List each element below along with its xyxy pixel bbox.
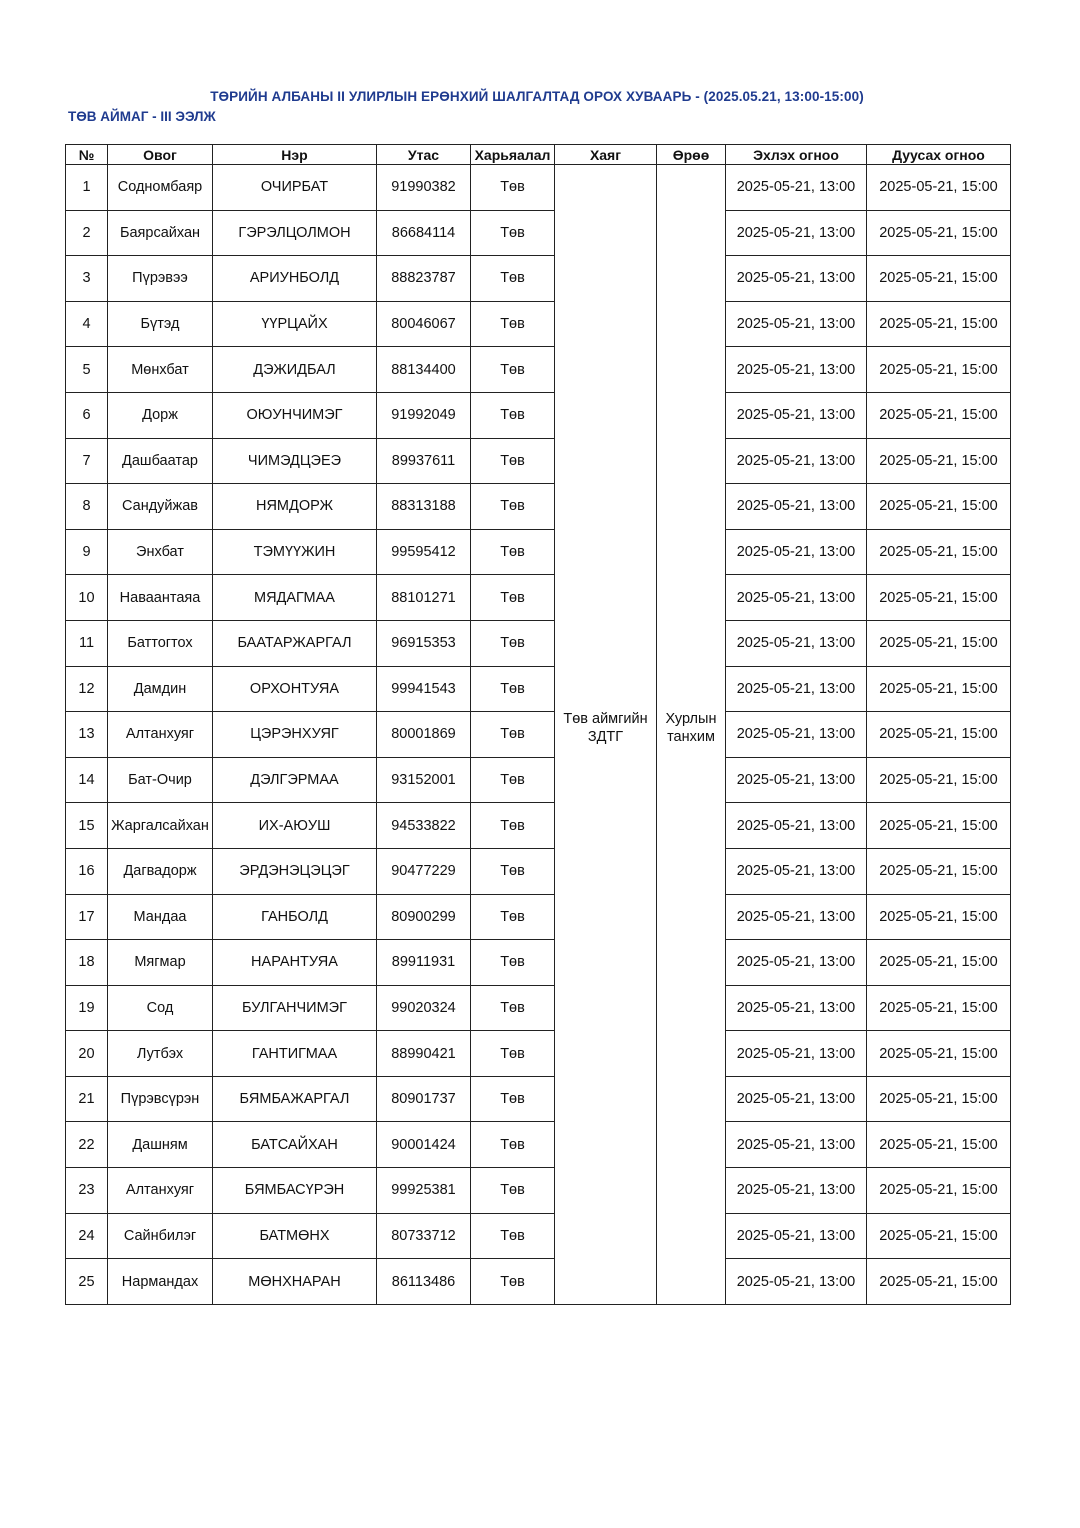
cell-phone: 94533822 — [377, 803, 471, 849]
table-row — [66, 210, 1011, 256]
cell-surname: Жаргалсайхан — [108, 803, 213, 849]
table-row — [66, 1259, 1011, 1305]
cell-end-date: 2025-05-21, 15:00 — [867, 210, 1011, 256]
cell-name: ТЭМҮҮЖИН — [213, 529, 377, 575]
cell-jurisdiction: Төв — [471, 438, 555, 484]
cell-no: 15 — [66, 803, 108, 849]
cell-jurisdiction: Төв — [471, 347, 555, 393]
table-row — [66, 301, 1011, 347]
header-phone: Утас — [377, 145, 471, 165]
cell-no: 12 — [66, 666, 108, 712]
cell-no: 7 — [66, 438, 108, 484]
table-row — [66, 620, 1011, 666]
cell-no: 21 — [66, 1076, 108, 1122]
cell-end-date: 2025-05-21, 15:00 — [867, 848, 1011, 894]
cell-start-date: 2025-05-21, 13:00 — [726, 666, 867, 712]
cell-end-date: 2025-05-21, 15:00 — [867, 803, 1011, 849]
cell-surname: Дорж — [108, 392, 213, 438]
cell-name: ДЭЛГЭРМАА — [213, 757, 377, 803]
cell-no: 8 — [66, 484, 108, 530]
table-row — [66, 438, 1011, 484]
cell-name: БЯМБАСҮРЭН — [213, 1168, 377, 1214]
cell-surname: Пүрэвээ — [108, 256, 213, 302]
table-body — [66, 165, 1011, 1305]
cell-jurisdiction: Төв — [471, 666, 555, 712]
cell-surname: Дамдин — [108, 666, 213, 712]
table-row — [66, 666, 1011, 712]
table-row — [66, 1031, 1011, 1077]
cell-no: 25 — [66, 1259, 108, 1305]
cell-no: 11 — [66, 620, 108, 666]
cell-jurisdiction: Төв — [471, 1168, 555, 1214]
cell-phone: 91990382 — [377, 165, 471, 211]
cell-no: 20 — [66, 1031, 108, 1077]
cell-no: 22 — [66, 1122, 108, 1168]
cell-start-date: 2025-05-21, 13:00 — [726, 301, 867, 347]
header-room: Өрөө — [657, 145, 726, 165]
cell-jurisdiction: Төв — [471, 1076, 555, 1122]
cell-surname: Энхбат — [108, 529, 213, 575]
cell-start-date: 2025-05-21, 13:00 — [726, 620, 867, 666]
cell-end-date: 2025-05-21, 15:00 — [867, 940, 1011, 986]
cell-start-date: 2025-05-21, 13:00 — [726, 848, 867, 894]
cell-name: ГЭРЭЛЦОЛМОН — [213, 210, 377, 256]
cell-end-date: 2025-05-21, 15:00 — [867, 894, 1011, 940]
cell-phone: 90001424 — [377, 1122, 471, 1168]
cell-end-date: 2025-05-21, 15:00 — [867, 757, 1011, 803]
document-subtitle: ТӨВ АЙМАГ - III ЭЭЛЖ — [68, 109, 216, 124]
cell-name: НЯМДОРЖ — [213, 484, 377, 530]
header-row — [66, 145, 1011, 165]
cell-name: ЭРДЭНЭЦЭЦЭГ — [213, 848, 377, 894]
cell-surname: Алтанхуяг — [108, 1168, 213, 1214]
cell-start-date: 2025-05-21, 13:00 — [726, 392, 867, 438]
cell-surname: Лутбэх — [108, 1031, 213, 1077]
cell-phone: 99941543 — [377, 666, 471, 712]
cell-jurisdiction: Төв — [471, 620, 555, 666]
header-end-date: Дуусах огноо — [867, 145, 1011, 165]
cell-phone: 96915353 — [377, 620, 471, 666]
cell-jurisdiction: Төв — [471, 301, 555, 347]
cell-jurisdiction: Төв — [471, 940, 555, 986]
cell-surname: Содномбаяр — [108, 165, 213, 211]
cell-surname: Дашбаатар — [108, 438, 213, 484]
cell-end-date: 2025-05-21, 15:00 — [867, 256, 1011, 302]
cell-jurisdiction: Төв — [471, 1122, 555, 1168]
address-text: Төв аймгийн ЗДТГ — [563, 711, 648, 746]
cell-start-date: 2025-05-21, 13:00 — [726, 256, 867, 302]
cell-surname: Бат-Очир — [108, 757, 213, 803]
cell-start-date: 2025-05-21, 13:00 — [726, 1076, 867, 1122]
cell-end-date: 2025-05-21, 15:00 — [867, 484, 1011, 530]
cell-name: БАТСАЙХАН — [213, 1122, 377, 1168]
cell-surname: Пүрэвсүрэн — [108, 1076, 213, 1122]
table-row — [66, 392, 1011, 438]
cell-name: БААТАРЖАРГАЛ — [213, 620, 377, 666]
cell-start-date: 2025-05-21, 13:00 — [726, 529, 867, 575]
cell-phone: 88313188 — [377, 484, 471, 530]
cell-start-date: 2025-05-21, 13:00 — [726, 210, 867, 256]
cell-jurisdiction: Төв — [471, 529, 555, 575]
cell-start-date: 2025-05-21, 13:00 — [726, 438, 867, 484]
cell-no: 4 — [66, 301, 108, 347]
cell-end-date: 2025-05-21, 15:00 — [867, 1259, 1011, 1305]
cell-end-date: 2025-05-21, 15:00 — [867, 438, 1011, 484]
cell-phone: 80046067 — [377, 301, 471, 347]
cell-phone: 89911931 — [377, 940, 471, 986]
cell-surname: Баттогтох — [108, 620, 213, 666]
cell-end-date: 2025-05-21, 15:00 — [867, 985, 1011, 1031]
cell-no: 24 — [66, 1213, 108, 1259]
cell-phone: 88134400 — [377, 347, 471, 393]
cell-jurisdiction: Төв — [471, 392, 555, 438]
cell-phone: 86684114 — [377, 210, 471, 256]
table-row — [66, 757, 1011, 803]
cell-jurisdiction: Төв — [471, 484, 555, 530]
cell-end-date: 2025-05-21, 15:00 — [867, 165, 1011, 211]
cell-start-date: 2025-05-21, 13:00 — [726, 575, 867, 621]
cell-surname: Мөнхбат — [108, 347, 213, 393]
cell-no: 13 — [66, 712, 108, 758]
cell-start-date: 2025-05-21, 13:00 — [726, 165, 867, 211]
cell-start-date: 2025-05-21, 13:00 — [726, 940, 867, 986]
cell-no: 23 — [66, 1168, 108, 1214]
cell-jurisdiction: Төв — [471, 256, 555, 302]
table-row — [66, 1076, 1011, 1122]
header-jurisdiction: Харьяалал — [471, 145, 555, 165]
cell-name: ОРХОНТУЯА — [213, 666, 377, 712]
cell-jurisdiction: Төв — [471, 1031, 555, 1077]
room-text: Хурлын танхим — [665, 711, 717, 746]
header-no: № — [66, 145, 108, 165]
cell-name: НАРАНТУЯА — [213, 940, 377, 986]
cell-no: 16 — [66, 848, 108, 894]
cell-surname: Дашням — [108, 1122, 213, 1168]
cell-phone: 80733712 — [377, 1213, 471, 1259]
cell-end-date: 2025-05-21, 15:00 — [867, 392, 1011, 438]
cell-jurisdiction: Төв — [471, 210, 555, 256]
cell-surname: Сандуйжав — [108, 484, 213, 530]
cell-no: 17 — [66, 894, 108, 940]
cell-no: 19 — [66, 985, 108, 1031]
cell-start-date: 2025-05-21, 13:00 — [726, 1259, 867, 1305]
table-row — [66, 894, 1011, 940]
cell-surname: Мягмар — [108, 940, 213, 986]
table-row — [66, 712, 1011, 758]
cell-no: 9 — [66, 529, 108, 575]
cell-name: ЦЭРЭНХУЯГ — [213, 712, 377, 758]
table-row — [66, 1213, 1011, 1259]
cell-end-date: 2025-05-21, 15:00 — [867, 1076, 1011, 1122]
cell-name: ОЧИРБАТ — [213, 165, 377, 211]
cell-no: 5 — [66, 347, 108, 393]
cell-surname: Мандаа — [108, 894, 213, 940]
cell-name: ЧИМЭДЦЭЕЭ — [213, 438, 377, 484]
table-header — [66, 145, 1011, 165]
table-row — [66, 848, 1011, 894]
table-row — [66, 1122, 1011, 1168]
table-row — [66, 575, 1011, 621]
cell-surname: Нармандах — [108, 1259, 213, 1305]
cell-start-date: 2025-05-21, 13:00 — [726, 1031, 867, 1077]
cell-phone: 90477229 — [377, 848, 471, 894]
cell-end-date: 2025-05-21, 15:00 — [867, 620, 1011, 666]
cell-phone: 86113486 — [377, 1259, 471, 1305]
cell-no: 10 — [66, 575, 108, 621]
cell-phone: 80001869 — [377, 712, 471, 758]
header-name: Нэр — [213, 145, 377, 165]
cell-start-date: 2025-05-21, 13:00 — [726, 985, 867, 1031]
cell-start-date: 2025-05-21, 13:00 — [726, 1168, 867, 1214]
cell-end-date: 2025-05-21, 15:00 — [867, 1031, 1011, 1077]
table-row — [66, 347, 1011, 393]
cell-phone: 88823787 — [377, 256, 471, 302]
cell-end-date: 2025-05-21, 15:00 — [867, 1168, 1011, 1214]
cell-start-date: 2025-05-21, 13:00 — [726, 712, 867, 758]
cell-phone: 91992049 — [377, 392, 471, 438]
cell-name: ОЮУНЧИМЭГ — [213, 392, 377, 438]
cell-end-date: 2025-05-21, 15:00 — [867, 529, 1011, 575]
cell-name: ИХ-АЮУШ — [213, 803, 377, 849]
cell-phone: 99595412 — [377, 529, 471, 575]
table-row — [66, 256, 1011, 302]
cell-start-date: 2025-05-21, 13:00 — [726, 484, 867, 530]
cell-phone: 93152001 — [377, 757, 471, 803]
table-row — [66, 529, 1011, 575]
cell-address-merged — [555, 165, 657, 1305]
cell-start-date: 2025-05-21, 13:00 — [726, 803, 867, 849]
cell-name: ГАНТИГМАА — [213, 1031, 377, 1077]
cell-jurisdiction: Төв — [471, 848, 555, 894]
table-row — [66, 940, 1011, 986]
cell-no: 3 — [66, 256, 108, 302]
cell-end-date: 2025-05-21, 15:00 — [867, 301, 1011, 347]
cell-name: МЯДАГМАА — [213, 575, 377, 621]
document-title: ТӨРИЙН АЛБАНЫ II УЛИРЛЫН ЕРӨНХИЙ ШАЛГАЛТАД ОРОХ ХУВААРЬ - (2025.05.21, 13:00-15:00) — [210, 89, 864, 104]
cell-jurisdiction: Төв — [471, 575, 555, 621]
cell-name: БЯМБАЖАРГАЛ — [213, 1076, 377, 1122]
cell-start-date: 2025-05-21, 13:00 — [726, 757, 867, 803]
cell-no: 6 — [66, 392, 108, 438]
cell-jurisdiction: Төв — [471, 803, 555, 849]
cell-phone: 80901737 — [377, 1076, 471, 1122]
cell-end-date: 2025-05-21, 15:00 — [867, 575, 1011, 621]
cell-name: БУЛГАНЧИМЭГ — [213, 985, 377, 1031]
cell-jurisdiction: Төв — [471, 894, 555, 940]
table-row — [66, 985, 1011, 1031]
cell-start-date: 2025-05-21, 13:00 — [726, 894, 867, 940]
cell-name: ДЭЖИДБАЛ — [213, 347, 377, 393]
exam-schedule-table — [65, 144, 1011, 1305]
cell-surname: Баярсайхан — [108, 210, 213, 256]
header-surname: Овог — [108, 145, 213, 165]
cell-no: 2 — [66, 210, 108, 256]
cell-surname: Наваантаяа — [108, 575, 213, 621]
cell-jurisdiction: Төв — [471, 165, 555, 211]
cell-no: 18 — [66, 940, 108, 986]
cell-surname: Алтанхуяг — [108, 712, 213, 758]
cell-name: ҮҮРЦАЙХ — [213, 301, 377, 347]
cell-jurisdiction: Төв — [471, 757, 555, 803]
header-start-date: Эхлэх огноо — [726, 145, 867, 165]
table-row — [66, 165, 1011, 211]
cell-end-date: 2025-05-21, 15:00 — [867, 347, 1011, 393]
cell-phone: 99925381 — [377, 1168, 471, 1214]
cell-end-date: 2025-05-21, 15:00 — [867, 1213, 1011, 1259]
cell-no: 14 — [66, 757, 108, 803]
cell-phone: 80900299 — [377, 894, 471, 940]
cell-surname: Бүтэд — [108, 301, 213, 347]
table-row — [66, 484, 1011, 530]
cell-phone: 88101271 — [377, 575, 471, 621]
cell-name: ГАНБОЛД — [213, 894, 377, 940]
table-row — [66, 803, 1011, 849]
cell-name: МӨНХНАРАН — [213, 1259, 377, 1305]
cell-name: АРИУНБОЛД — [213, 256, 377, 302]
header-address: Хаяг — [555, 145, 657, 165]
cell-jurisdiction: Төв — [471, 985, 555, 1031]
cell-start-date: 2025-05-21, 13:00 — [726, 347, 867, 393]
cell-phone: 88990421 — [377, 1031, 471, 1077]
cell-start-date: 2025-05-21, 13:00 — [726, 1213, 867, 1259]
cell-jurisdiction: Төв — [471, 1259, 555, 1305]
cell-no: 1 — [66, 165, 108, 211]
cell-phone: 99020324 — [377, 985, 471, 1031]
cell-start-date: 2025-05-21, 13:00 — [726, 1122, 867, 1168]
cell-name: БАТМӨНХ — [213, 1213, 377, 1259]
table-row — [66, 1168, 1011, 1214]
cell-surname: Дагвадорж — [108, 848, 213, 894]
cell-room-merged — [657, 165, 726, 1305]
cell-end-date: 2025-05-21, 15:00 — [867, 1122, 1011, 1168]
cell-jurisdiction: Төв — [471, 1213, 555, 1259]
cell-surname: Сайнбилэг — [108, 1213, 213, 1259]
cell-end-date: 2025-05-21, 15:00 — [867, 712, 1011, 758]
cell-end-date: 2025-05-21, 15:00 — [867, 666, 1011, 712]
cell-jurisdiction: Төв — [471, 712, 555, 758]
cell-phone: 89937611 — [377, 438, 471, 484]
cell-surname: Сод — [108, 985, 213, 1031]
